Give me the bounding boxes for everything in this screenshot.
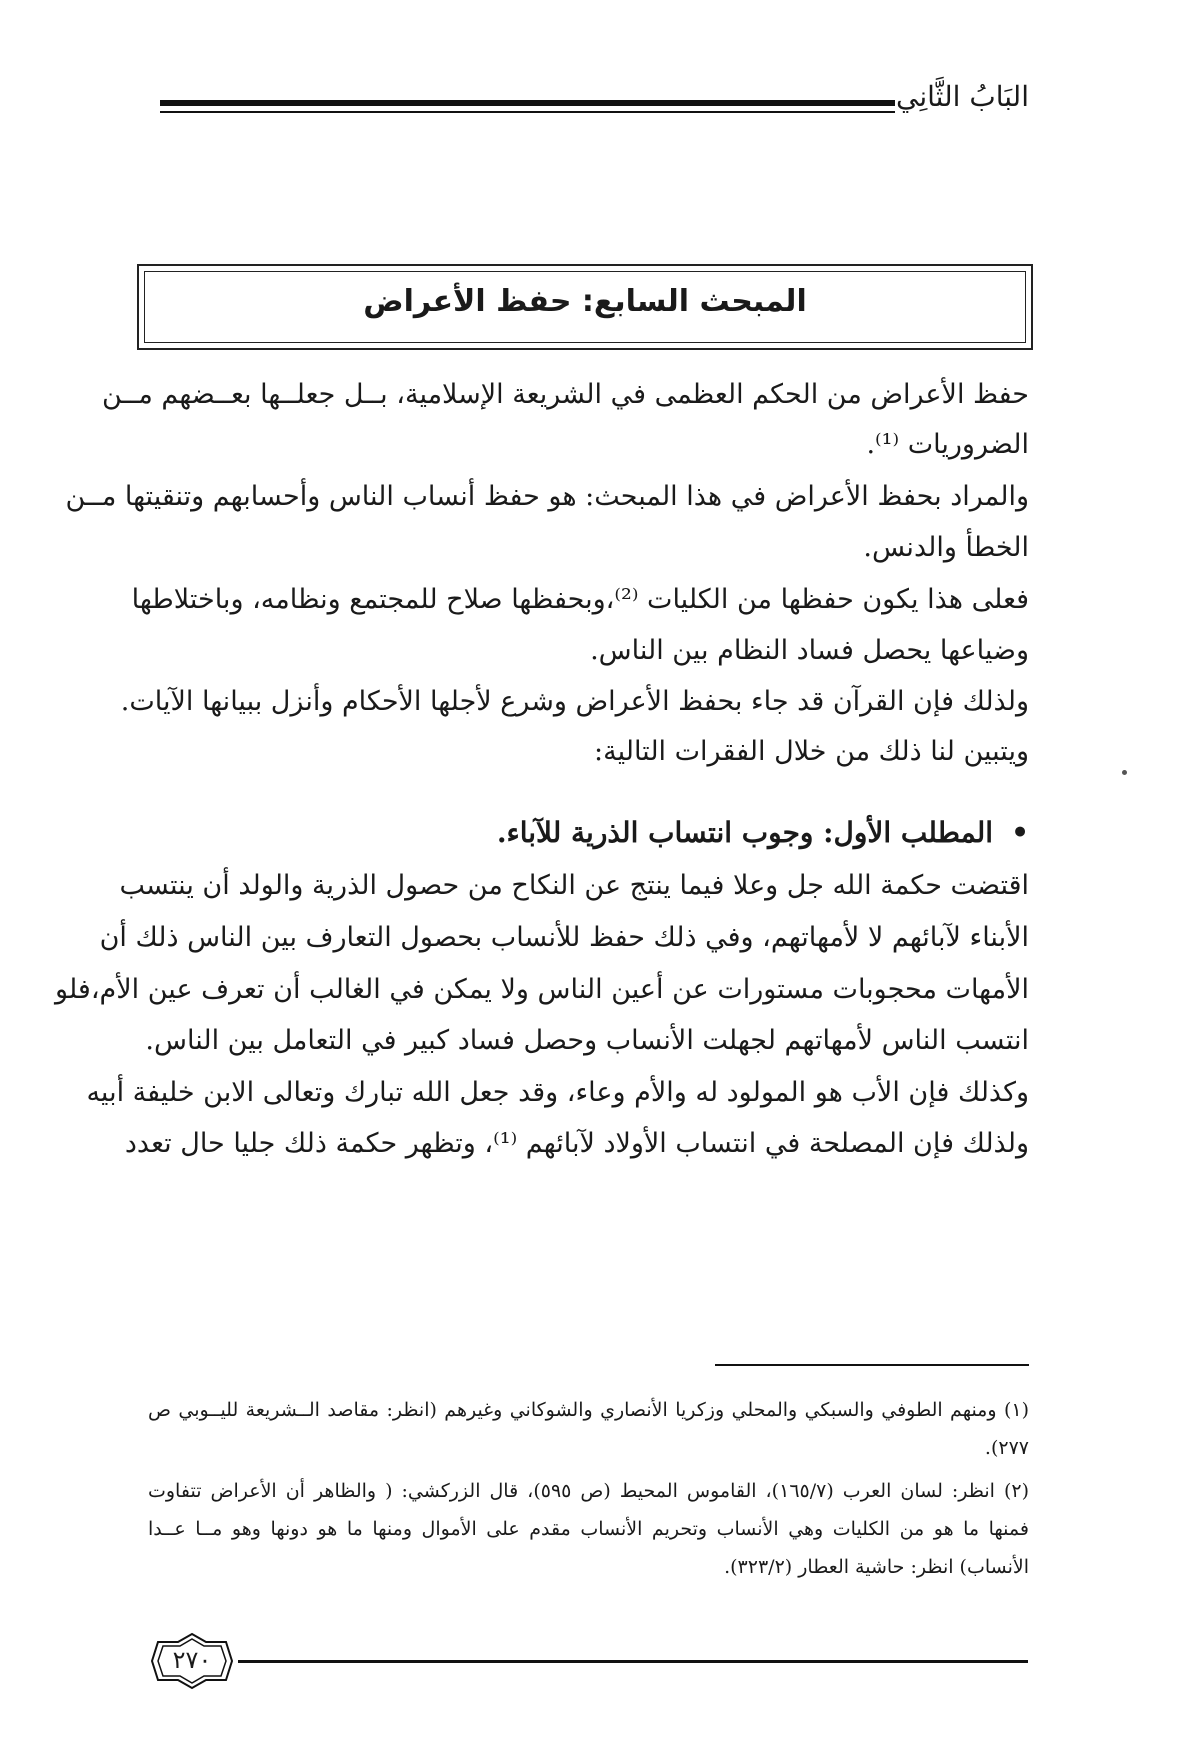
footer-rule (238, 1660, 1028, 1663)
paragraph-line: ويتبين لنا ذلك من خلال الفقرات التالية: (594, 736, 1029, 767)
subsection-heading (497, 813, 1029, 853)
paragraph-line: والمراد بحفظ الأعراض في هذا المبحث: هو حفظ أنساب الناس وأحسابهم وتنقيتها مــن (65, 481, 1029, 512)
footnote-separator (715, 1364, 1029, 1366)
page-number: ٢٧٠ (172, 1646, 212, 1674)
header-rule-thin (160, 111, 895, 113)
subsection-title: المطلب الأول: وجوب انتساب الذرية للآباء. (496, 816, 994, 849)
paragraph-line: فعلى هذا يكون حفظها من الكليات ⁽²⁾،وبحفظها صلاح للمجتمع ونظامه، وباختلاطها (131, 584, 1029, 615)
paragraph-line: وكذلك فإن الأب هو المولود له والأم وعاء، وقد جعل الله تبارك وتعالى الابن خليفة أبيه (86, 1077, 1029, 1108)
header-rule-thick (160, 100, 895, 106)
margin-dot (1122, 770, 1127, 775)
footnote-line: فمنها ما هو من الكليات وهي الأنساب وتحريم الأنساب مقدم على الأموال ومنها ما هو دونها وهو مــا عــدا (148, 1518, 1029, 1540)
footnote-line: الأنساب) انظر: حاشية العطار (٣٢٣/٢). (724, 1556, 1029, 1578)
paragraph-line: وضياعها يحصل فساد النظام بين الناس. (590, 635, 1029, 666)
paragraph-line: الأمهات محجوبات مستورات عن أعين الناس ولا يمكن في الغالب أن تعرف عين الأم،فلو (55, 974, 1029, 1005)
paragraph-line: الضروريات ⁽¹⁾. (866, 429, 1029, 460)
paragraph-line: ولذلك فإن القرآن قد جاء بحفظ الأعراض وشرع لأجلها الأحكام وأنزل ببيانها الآيات. (120, 686, 1029, 717)
paragraph-line: ولذلك فإن المصلحة في انتساب الأولاد لآبائهم ⁽¹⁾، وتظهر حكمة ذلك جليا حال تعدد (124, 1128, 1029, 1159)
chapter-title: البَابُ الثَّانِي (896, 80, 1029, 113)
page-number-badge (150, 1632, 234, 1690)
paragraph-line: الأبناء لآبائهم لا لأمهاتهم، وفي ذلك حفظ للأنساب بحصول التعارف بين الناس ذلك أن (99, 922, 1029, 953)
section-title: المبحث السابع: حفظ الأعراض (363, 284, 807, 319)
paragraph-line: حفظ الأعراض من الحكم العظمى في الشريعة الإسلامية، بــل جعلــها بعــضهم مــن (101, 379, 1029, 410)
section-title-box (137, 264, 1033, 350)
footnote-line: (٢) انظر: لسان العرب (١٦٥/٧)، القاموس المحيط (ص ٥٩٥)، قال الزركشي: ( والظاهر أن الأعراض تتفاوت (148, 1480, 1029, 1502)
footnote-line: ٢٧٧). (984, 1437, 1029, 1459)
footnote-line: (١) ومنهم الطوفي والسبكي والمحلي وزكريا الأنصاري والشوكاني وغيرهم (انظر: مقاصد الــشريعة لليــوبي ص (148, 1399, 1029, 1421)
paragraph-line: انتسب الناس لأمهاتهم لجهلت الأنساب وحصل فساد كبير في التعامل بين الناس. (145, 1025, 1029, 1056)
paragraph-line: اقتضت حكمة الله جل وعلا فيما ينتج عن النكاح من حصول الذرية والولد أن ينتسب (119, 870, 1029, 901)
bullet-icon: • (1011, 816, 1029, 849)
paragraph-line: الخطأ والدنس. (863, 532, 1029, 563)
